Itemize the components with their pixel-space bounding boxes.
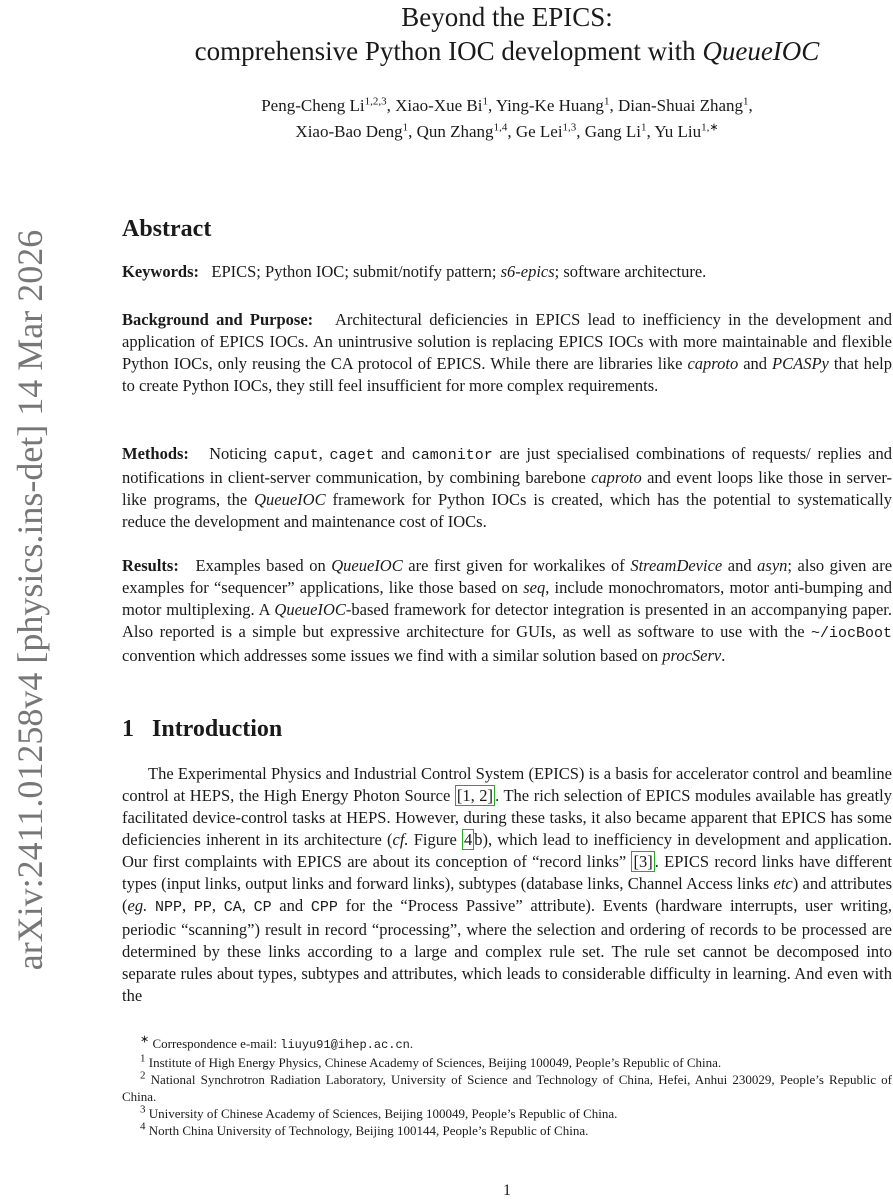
- author: Qun Zhang$^{1,4}$,: [416, 121, 516, 141]
- paper-title: [122, 0, 892, 68]
- author: Dian-Shuai Zhang$^1$,: [617, 95, 753, 115]
- results-paragraph: Results: Examples based on QueueIOC are first given for workalikes of StreamDevice and asyn; also given are examples for “sequencer” applications, like those based on seq, include monochromators, motor anti-bumping and motor multiplexing. A QueueIOC-based framework for detector integration is presented in an accompanying paper. Also reported is a simple but expressive architecture for GUIs, as well as software to use with the ~/iocBoot convention which addresses some issues we find with a similar solution based on procServ.: [122, 556, 893, 665]
- page-number: 1: [503, 1182, 511, 1199]
- background-label: Background and Purpose:: [122, 310, 314, 329]
- author-list: [122, 93, 892, 145]
- section-title: Introduction: [152, 716, 283, 742]
- results-label: Results:: [122, 556, 179, 575]
- title-line-2-text: comprehensive Python IOC development with: [194, 36, 703, 66]
- arxiv-identifier: arXiv:2411.01258v4 [physics.ins-det] 14 Mar 2026: [10, 229, 50, 971]
- footnote: $^4$ North China University of Technology, Beijing 100144, People’s Republic of China.: [140, 1120, 589, 1138]
- title-line-2: [122, 34, 892, 68]
- arxiv-sidebar: [0, 0, 60, 1200]
- footnotes: [122, 1035, 892, 1139]
- author-line-1: [122, 93, 892, 119]
- keywords-label: Keywords:: [122, 262, 199, 281]
- author: Ying-Ke Huang$^1$,: [495, 95, 618, 115]
- footnote: $^2$ National Synchrotron Radiation Laboratory, University of Science and Technology of China, Hefei, Anhui 230029, People’s Republic of China.: [122, 1069, 892, 1104]
- author: Xiao-Bao Deng$^1$,: [295, 121, 417, 141]
- footnote: $^1$ Institute of High Energy Physics, Chinese Academy of Sciences, Beijing 100049, People’s Republic of China.: [140, 1052, 722, 1070]
- author: Gang Li$^1$,: [584, 121, 655, 141]
- section-heading-introduction: [122, 716, 282, 743]
- figure-ref-link[interactable]: 4: [464, 830, 473, 849]
- footnote: ∗ Correspondence e-mail: liuyu91@ihep.ac.cn.: [140, 1033, 414, 1052]
- author-line-2: [122, 119, 892, 145]
- citation-link[interactable]: [1, 2]: [456, 786, 494, 805]
- author: Xiao-Xue Bi$^1$,: [395, 95, 496, 115]
- author: Peng-Cheng Li$^{1,2,3}$,: [261, 95, 396, 115]
- footnote: $^3$ University of Chinese Academy of Sciences, Beijing 100049, People’s Republic of China.: [140, 1103, 618, 1121]
- title-queueioc: QueueIOC: [702, 36, 820, 66]
- abstract-heading: Abstract: [122, 216, 212, 242]
- citation-link[interactable]: [3]: [633, 852, 653, 871]
- methods-label: Methods:: [122, 444, 189, 463]
- keywords-paragraph: Keywords: EPICS; Python IOC; submit/notify pattern; s6-epics; software architecture.: [122, 262, 707, 281]
- section-number: 1: [122, 716, 134, 742]
- introduction-paragraph: The Experimental Physics and Industrial Control System (EPICS) is a basis for accelerator control and beamline control at HEPS, the High Energy Photon Source [1, 2] . The rich selection of EPICS modules available has greatly facilitated device-control tasks at HEPS. However, during these tasks, it also became apparent that EPICS has some deficiencies inherent in its architecture (cf. Figure 4 b), which lead to inefficiency in development and application. Our first complaints with EPICS are about its conception of “record links” [3] . EPICS record links have different types (input links, output links and forward links), subtypes (database links, Channel Access links etc) and attributes (eg. NPP, PP, CA, CP and CPP for the “Process Passive” attribute). Events (hardware interrupts, user writing, periodic “scanning”) result in record “processing”, where the selection and ordering of records to be processed are determined by these links according to a large and complex rule set. The rule set cannot be decomposed into separate rules about types, subtypes and attributes, which leads to considerable difficulty in learning. And even with the: [122, 764, 893, 1005]
- author: Ge Lei$^{1,3}$,: [515, 121, 585, 141]
- author: Yu Liu$^{1,∗}$: [654, 121, 719, 141]
- email-link[interactable]: liuyu91@ihep.ac.cn: [280, 1038, 410, 1052]
- background-paragraph: Background and Purpose: Architectural deficiencies in EPICS lead to inefficiency in the development and application of EPICS IOCs. An unintrusive solution is replacing EPICS IOCs with more maintainable and flexible Python IOCs, only reusing the CA protocol of EPICS. While there are libraries like caproto and PCASPy that help to create Python IOCs, they still feel insufficient for more complex requirements.: [122, 310, 893, 395]
- methods-paragraph: Methods: Noticing caput, caget and camonitor are just specialised combinations of requests/ replies and notifications in client-server communication, by combining barebone caproto and event loops like those in server-like programs, the QueueIOC framework for Python IOCs is created, which has the potential to systematically reduce the development and maintenance cost of IOCs.: [122, 444, 893, 531]
- title-line-1: Beyond the EPICS:: [401, 2, 613, 32]
